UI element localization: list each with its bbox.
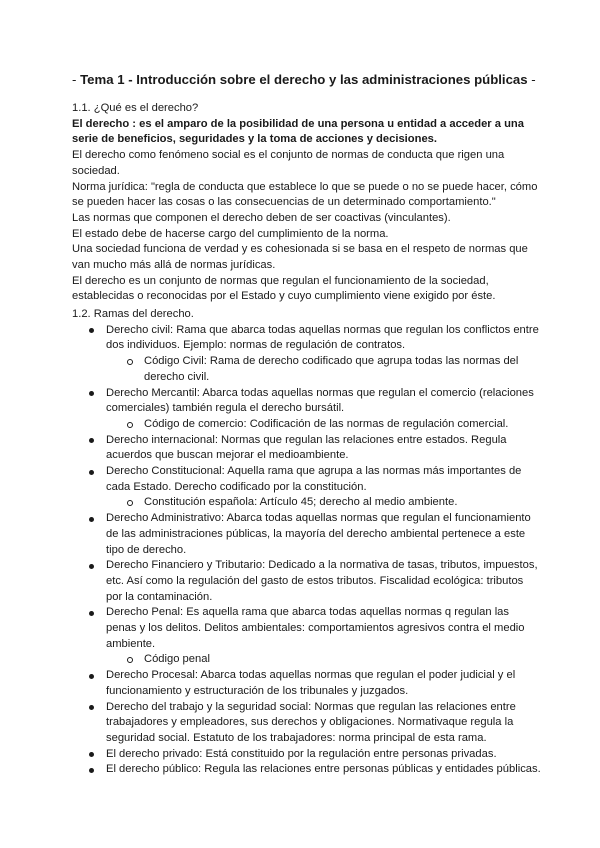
- list-item-text: Derecho Financiero y Tributario: Dedicado a la normativa de tasas, tributos, impuestos, etc. Así como la regulación del gasto de estos tributos. Fiscalidad ecológica: tributos por la contaminación.: [106, 559, 538, 603]
- list-item: [72, 323, 542, 386]
- list-item-text: Derecho del trabajo y la seguridad social: Normas que regulan las relaciones entre trabajadores y empleadores, sus derechos y obligaciones. Normativaque regula la seguridad social. Estatuto de los trabajadores: norma principal de esta rama.: [106, 700, 516, 744]
- list-item: [72, 433, 542, 464]
- section-que-es-el-derecho: [72, 101, 542, 305]
- sub-list-item: Constitución española: Artículo 45; derecho al medio ambiente.: [106, 495, 542, 511]
- list-item-text: Derecho Constitucional: Aquella rama que agrupa a las normas más importantes de cada Estado. Derecho codificado por la constitución.: [106, 465, 522, 493]
- bold-definition: El derecho : es el amparo de la posibilidad de una persona u entidad a acceder a una serie de beneficios, seguridades y la toma de acciones y decisiones.: [72, 117, 524, 146]
- list-item: [72, 700, 542, 747]
- paragraph: El estado debe de hacerse cargo del cumplimiento de la norma.: [72, 227, 389, 240]
- document-title: [72, 71, 542, 89]
- branches-list: [72, 323, 542, 778]
- list-item: [72, 762, 542, 778]
- sub-list: [106, 495, 542, 511]
- title-text: Tema 1 - Introducción sobre el derecho y las administraciones públicas: [80, 72, 528, 87]
- sub-list: [106, 417, 542, 433]
- sub-list: [106, 354, 542, 385]
- paragraph: El derecho es un conjunto de normas que regulan el funcionamiento de la sociedad, establecidas o reconocidas por el Estado y cuyo cumplimiento viene exigido por éste.: [72, 274, 496, 303]
- list-item-text: Derecho internacional: Normas que regulan las relaciones entre estados. Regula acuerdos que buscan mejorar el medioambiente.: [106, 433, 507, 462]
- section-heading: 1.1. ¿Qué es el derecho?: [72, 102, 199, 114]
- list-item-text: Derecho Penal: Es aquella rama que abarca todas aquellas normas q regulan las penas y los delitos. Delitos ambientales: comportamientos agresivos contra el medio ambiente.: [106, 606, 525, 650]
- list-item: [72, 386, 542, 433]
- list-item-text: El derecho privado: Está constituido por la regulación entre personas privadas.: [106, 747, 497, 760]
- section-ramas-del-derecho: [72, 307, 542, 778]
- sub-list-item: Código penal: [106, 652, 542, 668]
- list-item-text: Derecho civil: Rama que abarca todas aquellas normas que regulan los conflictos entre dos individuos. Ejemplo: normas de regulación de contratos.: [106, 323, 539, 352]
- list-item: [72, 668, 542, 699]
- list-item: [72, 464, 542, 511]
- sub-list: [106, 652, 542, 668]
- list-item-text: Derecho Administrativo: Abarca todas aquellas normas que regulan el funcionamiento de las administraciones públicas, la mayoría del derecho ambiental pertenece a este tipo de derecho.: [106, 512, 531, 556]
- list-item-text: Derecho Procesal: Abarca todas aquellas normas que regulan el poder judicial y el funcionamiento y estructuración de los tribunales y juzgados.: [106, 669, 516, 697]
- list-item: [72, 605, 542, 668]
- paragraph: El derecho como fenómeno social es el conjunto de normas de conducta que rigen una sociedad.: [72, 149, 505, 177]
- paragraph: Una sociedad funciona de verdad y es cohesionada si se basa en el respeto de normas que van mucho más allá de normas jurídicas.: [72, 243, 528, 272]
- paragraph: Norma jurídica: "regla de conducta que establece lo que se puede o no se puede hacer, cómo se pueden hacer las cosas o las consecuencias de un determinado comportamiento.": [72, 180, 538, 209]
- title-suffix: -: [527, 72, 536, 87]
- title-prefix: -: [72, 72, 81, 87]
- sub-list-item: Código de comercio: Codificación de las normas de regulación comercial.: [106, 417, 542, 433]
- list-item: [72, 511, 542, 558]
- list-item: [72, 747, 542, 763]
- paragraph: Las normas que componen el derecho deben de ser coactivas (vinculantes).: [72, 211, 451, 224]
- list-item-text: El derecho público: Regula las relaciones entre personas públicas y entidades públicas.: [106, 763, 541, 776]
- section-heading: 1.2. Ramas del derecho.: [72, 308, 194, 320]
- list-item: [72, 558, 542, 605]
- sub-list-item: Código Civil: Rama de derecho codificado que agrupa todas las normas del derecho civil.: [106, 354, 542, 385]
- list-item-text: Derecho Mercantil: Abarca todas aquellas normas que regulan el comercio (relaciones comerciales) también regula el derecho bursátil.: [106, 386, 534, 415]
